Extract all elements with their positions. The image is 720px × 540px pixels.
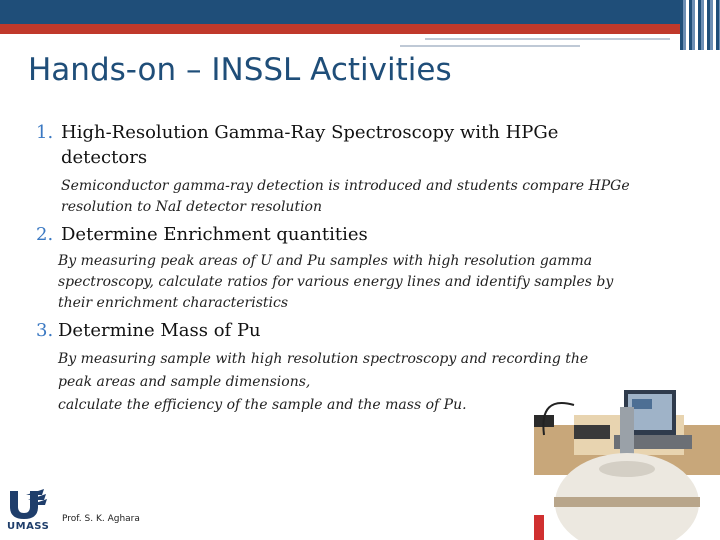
header-fade-decoration [680,0,720,50]
item-3-heading [36,319,261,343]
item-1-detail [61,176,630,218]
item-1-heading-line1: High-Resolution Gamma-Ray Spectroscopy with HPGe [61,122,559,143]
item-1-detail-line: Semiconductor gamma-ray detection is introduced and students compare HPGe [61,178,630,194]
item-2-heading [36,223,368,247]
header-band [0,0,720,24]
logo-text: UMASS [7,521,50,532]
item-2-number: 2. [36,224,54,245]
footer-author: Prof. S. K. Aghara [62,514,140,524]
header-rule-1 [425,38,670,40]
item-2-heading-line1: Determine Enrichment quantities [61,224,368,245]
item-3-detail-line: peak areas and sample dimensions, [58,374,311,390]
item-1-detail-line: resolution to NaI detector resolution [61,199,322,215]
item-1-number: 1. [36,122,54,143]
item-2-detail [58,251,613,314]
item-3-detail [58,348,588,417]
item-3-number: 3. [36,320,54,341]
item-1-heading-line2: detectors [61,147,148,168]
item-3-detail-line: calculate the efficiency of the sample and the mass of Pu. [58,397,467,413]
item-2-detail-line: By measuring peak areas of U and Pu samples with high resolution gamma [58,253,593,269]
header-accent-strip [0,24,690,34]
lab-equipment-photo [534,385,720,540]
header-rule-2 [400,45,580,47]
slide-title: Hands-on – INSSL Activities [28,52,452,88]
item-2-detail-line: spectroscopy, calculate ratios for various energy lines and identify samples by [58,274,614,290]
item-1-heading [36,121,558,145]
item-2-detail-line: their enrichment characteristics [58,295,289,311]
item-3-heading-line1: Determine Mass of Pu [58,320,261,341]
item-3-detail-line: By measuring sample with high resolution spectroscopy and recording the [58,351,589,367]
